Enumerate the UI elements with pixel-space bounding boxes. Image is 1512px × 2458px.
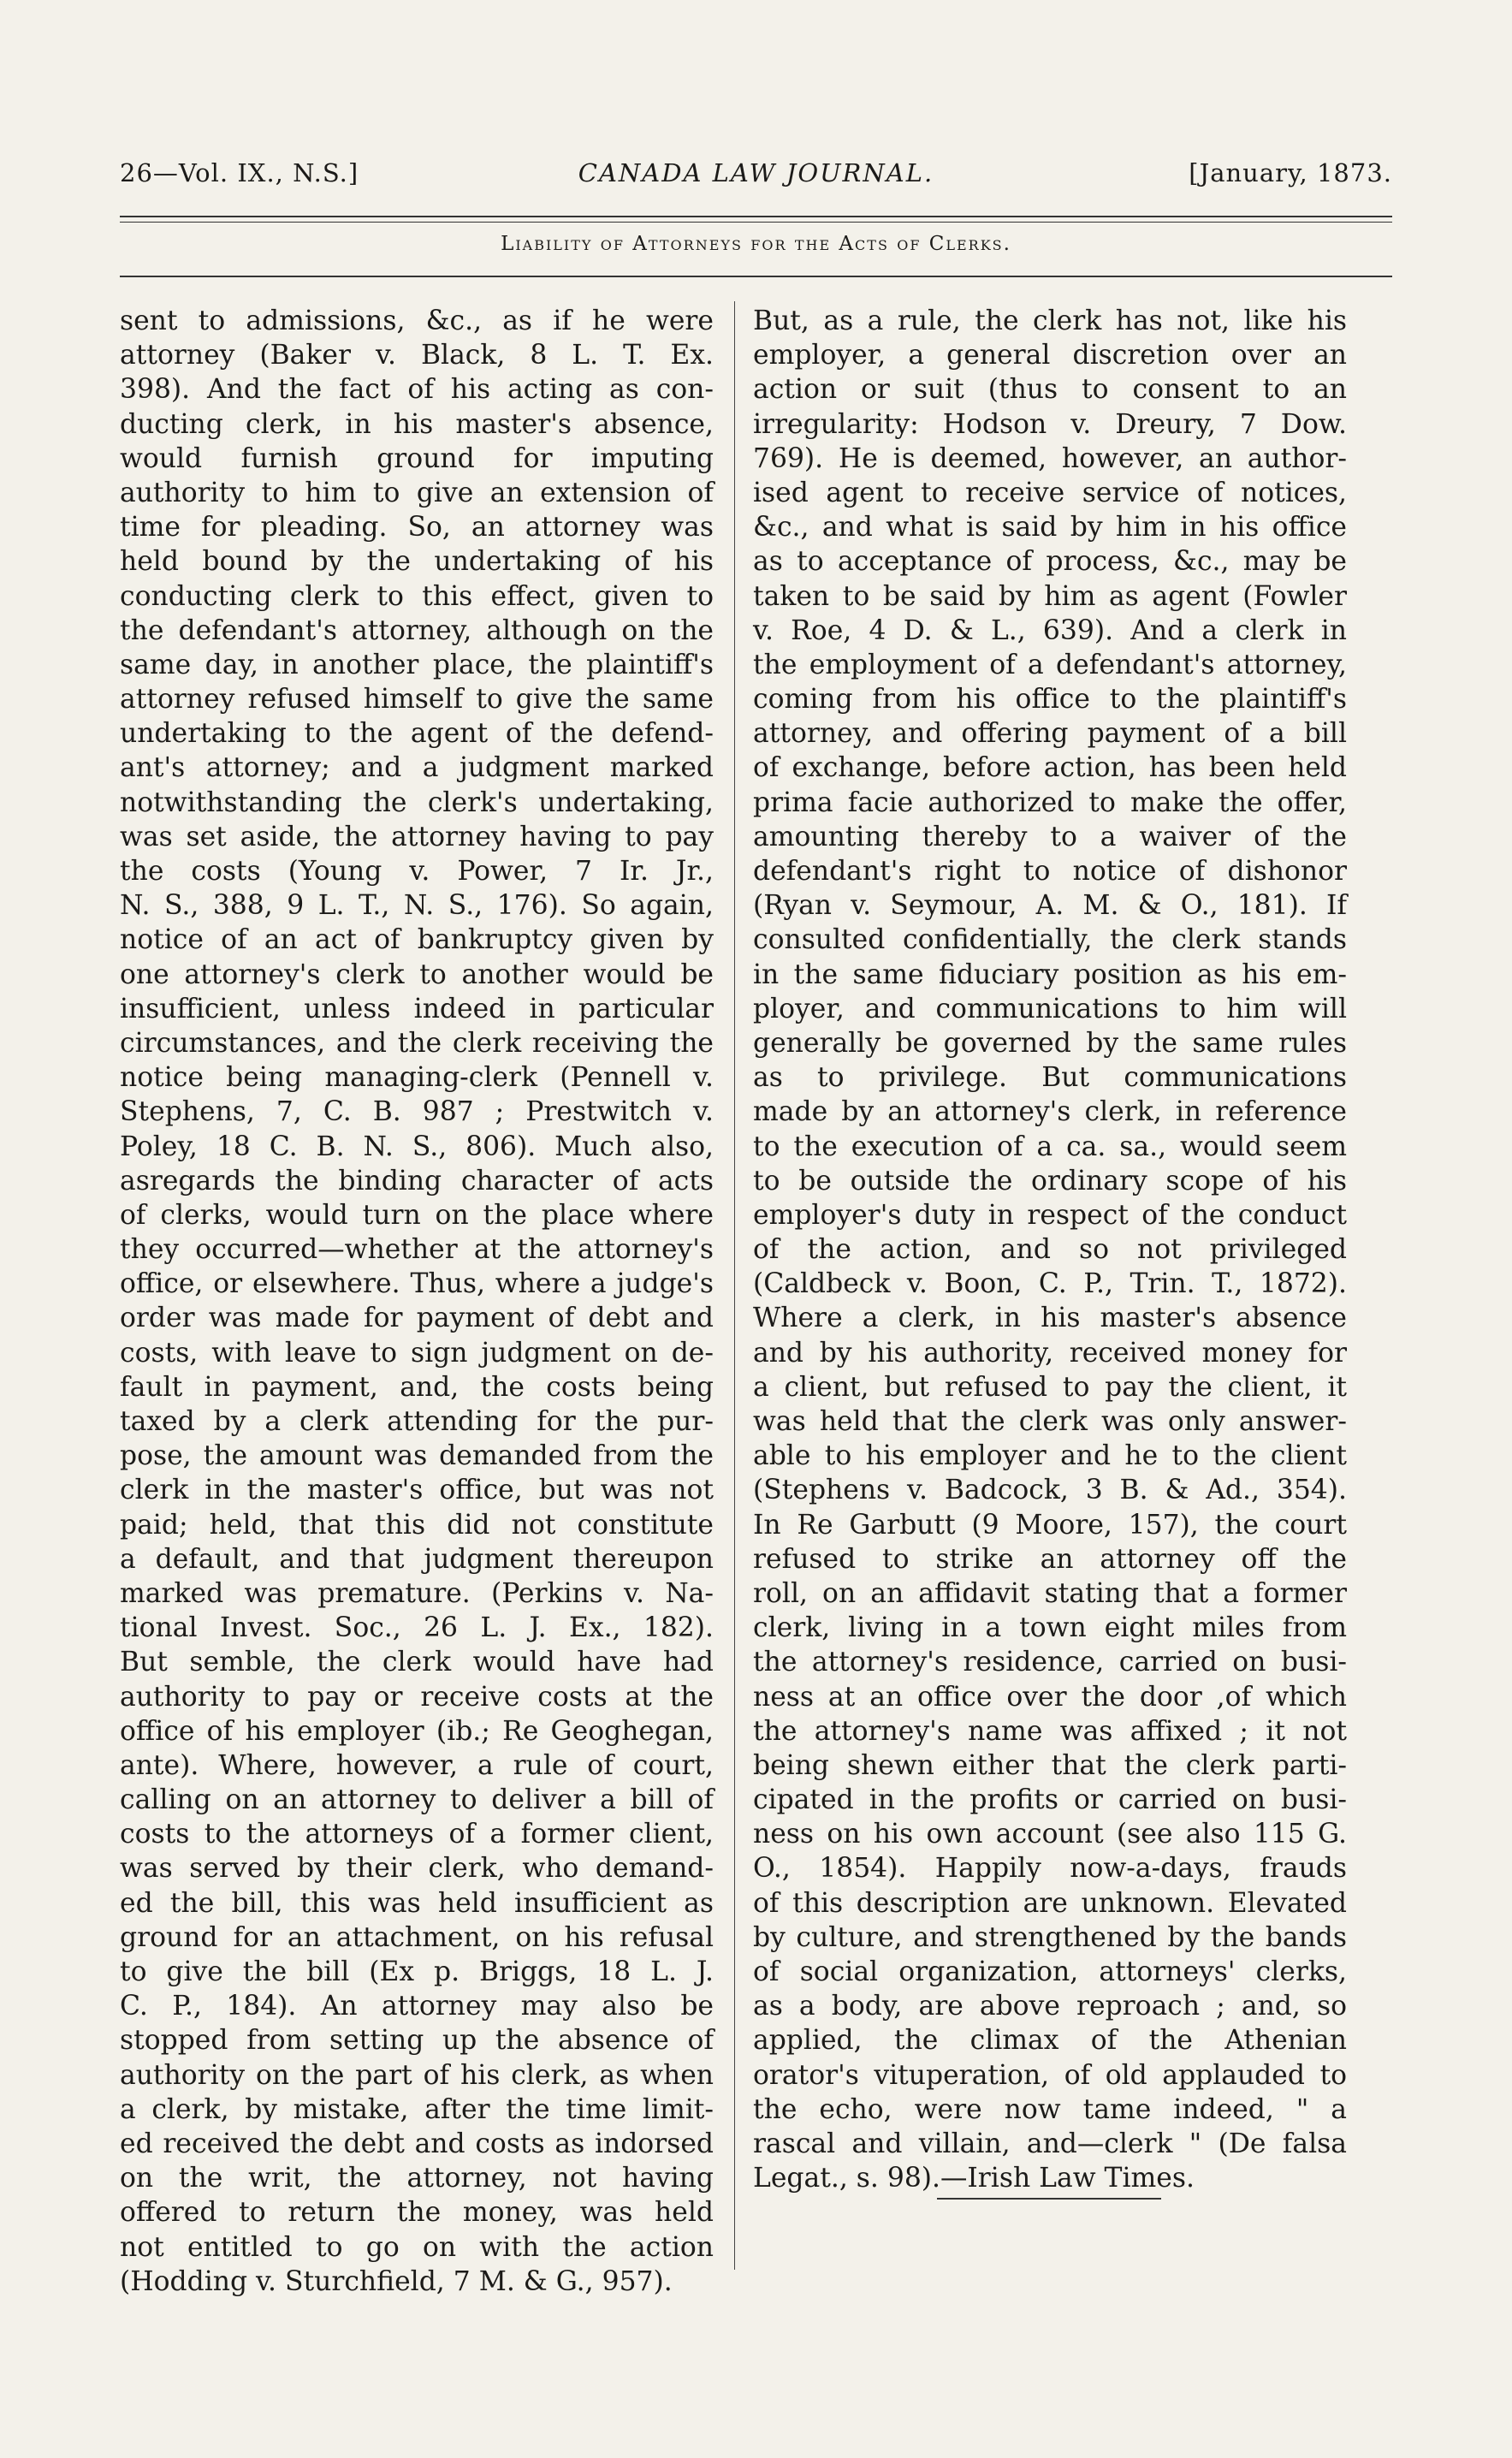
text-line: by culture, and strengthened by the bands [753, 1921, 1347, 1953]
text-line: ness at an office over the door ,of which [753, 1681, 1347, 1713]
text-line: amounting thereby to a waiver of the [753, 821, 1347, 852]
text-line: a default, and that judgment thereupon [120, 1543, 714, 1575]
text-line: circumstances, and the clerk receiving the [120, 1027, 714, 1059]
text-line: they occurred—whether at the attorney's [120, 1234, 714, 1266]
text-line: time for pleading. So, an attorney was [120, 512, 714, 543]
text-line: of social organization, attorneys' clerks, [753, 1956, 1347, 1987]
text-line: stopped from setting up the absence of [120, 2025, 714, 2057]
text-line: offered to return the money, was held [120, 2197, 714, 2229]
text-line: paid; held, that this did not constitute [120, 1509, 714, 1541]
text-line: ground for an attachment, on his refusal [120, 1921, 714, 1953]
text-line: ployer, and communications to him will [753, 993, 1347, 1024]
text-line: orator's vituperation, of old applauded to [753, 2059, 1347, 2091]
journal-title: CANADA LAW JOURNAL. [578, 158, 934, 187]
column-divider [734, 301, 735, 2270]
text-line: (Hodding v. Sturchfield, 7 M. & G., 957). [120, 2265, 673, 2297]
text-line: employer's duty in respect of the conduct [753, 1199, 1347, 1231]
text-line: clerk in the master's office, but was not [120, 1475, 714, 1506]
text-line: able to his employer and he to the client [753, 1440, 1347, 1472]
text-line: of the action, and so not privileged [753, 1234, 1347, 1266]
text-line: defendant's right to notice of dishonor [753, 856, 1347, 887]
text-line: to the execution of a ca. sa., would seem [753, 1131, 1347, 1162]
text-line: v. Roe, 4 D. & L., 639). And a clerk in [753, 614, 1347, 646]
text-line: the attorney's residence, carried on busi- [753, 1647, 1347, 1678]
text-line: authority on the part of his clerk, as when [120, 2059, 714, 2091]
text-line: ed the bill, this was held insufficient as [120, 1887, 714, 1919]
text-line: But, as a rule, the clerk has not, like his [753, 306, 1347, 336]
text-line: rascal and villain, and—clerk " (De falsa [753, 2128, 1347, 2159]
text-line: ed received the debt and costs as indorsed [120, 2128, 714, 2159]
text-line: a clerk, by mistake, after the time limit- [120, 2093, 714, 2125]
header-double-rule [120, 216, 1392, 223]
text-line: tional Invest. Soc., 26 L. J. Ex., 182). [120, 1612, 714, 1644]
text-line: attorney (Baker v. Black, 8 L. T. Ex. [120, 340, 714, 371]
text-line: as to acceptance of process, &c., may be [753, 546, 1347, 578]
text-line: a client, but refused to pay the client, it [753, 1371, 1347, 1403]
title-rule [120, 276, 1392, 277]
text-line: held bound by the undertaking of his [120, 546, 714, 578]
running-head [120, 150, 1392, 201]
text-line: office of his employer (ib.; Re Geoghegan, [120, 1715, 714, 1747]
text-line: on the writ, the attorney, not having [120, 2163, 714, 2194]
text-line: (Ryan v. Seymour, A. M. & O., 181). If [753, 890, 1347, 922]
text-line: being shewn either that the clerk parti- [753, 1749, 1347, 1781]
text-line: was set aside, the attorney having to pay [120, 821, 714, 852]
text-line: notwithstanding the clerk's undertaking, [120, 787, 714, 818]
text-line: taxed by a clerk attending for the pur- [120, 1406, 714, 1437]
text-line: asregards the binding character of acts [120, 1165, 714, 1196]
text-line: of this description are unknown. Elevated [753, 1887, 1347, 1919]
text-line: Stephens, 7, C. B. 987 ; Prestwitch v. [120, 1096, 714, 1128]
text-line: (Caldbeck v. Boon, C. P., Trin. T., 1872). [753, 1268, 1347, 1300]
text-line: Poley, 18 C. B. N. S., 806). Much also, [120, 1131, 714, 1162]
left-column [120, 304, 714, 2299]
text-line: would furnish ground for imputing [120, 442, 714, 474]
text-line: undertaking to the agent of the defend- [120, 718, 714, 750]
text-line: not entitled to go on with the action [120, 2231, 714, 2263]
text-line: applied, the climax of the Athenian [753, 2025, 1347, 2057]
text-line: costs, with leave to sign judgment on de- [120, 1337, 714, 1369]
text-line: to be outside the ordinary scope of his [753, 1165, 1347, 1196]
text-line: attorney refused himself to give the same [120, 684, 714, 715]
issue-date: [January, 1873. [1189, 158, 1392, 187]
page-number-volume: 26—Vol. IX., N.S.] [120, 158, 359, 187]
text-line: cipated in the profits or carried on busi- [753, 1784, 1347, 1816]
text-line: Legat., s. 98).—Irish Law Times. [753, 2163, 1195, 2194]
text-line: authority to pay or receive costs at the [120, 1681, 714, 1713]
text-line: in the same fiduciary position as his em- [753, 959, 1347, 990]
text-line: made by an attorney's clerk, in reference [753, 1096, 1347, 1128]
text-line: prima facie authorized to make the offer, [753, 787, 1347, 818]
text-line: authority to him to give an extension of [120, 477, 714, 508]
text-line: 398). And the fact of his acting as con- [120, 374, 714, 406]
section-title: Liability of Attorneys for the Acts of Clerks. [501, 233, 1011, 255]
text-line: office, or elsewhere. Thus, where a judge's [120, 1268, 714, 1300]
text-line: 769). He is deemed, however, an author- [753, 442, 1347, 474]
text-line: Where a clerk, in his master's absence [753, 1303, 1347, 1334]
text-line: refused to strike an attorney off the [753, 1543, 1347, 1575]
right-column [753, 304, 1347, 2195]
text-line: same day, in another place, the plaintiff's [120, 649, 714, 680]
text-line: was served by their clerk, who demand- [120, 1853, 714, 1885]
text-line: to give the bill (Ex p. Briggs, 18 L. J. [120, 1956, 714, 1987]
text-line: pose, the amount was demanded from the [120, 1440, 714, 1472]
article-end-rule [937, 2198, 1161, 2200]
text-line: O., 1854). Happily now-a-days, frauds [753, 1853, 1347, 1885]
text-line: of clerks, would turn on the place where [120, 1199, 714, 1231]
text-line: coming from his office to the plaintiff's [753, 684, 1347, 715]
text-line: taken to be said by him as agent (Fowler [753, 580, 1347, 612]
text-line: (Stephens v. Badcock, 3 B. & Ad., 354). [753, 1475, 1347, 1506]
text-line: C. P., 184). An attorney may also be [120, 1991, 714, 2022]
text-line: costs to the attorneys of a former client, [120, 1819, 714, 1850]
text-line: the costs (Young v. Power, 7 Ir. Jr., [120, 856, 714, 887]
text-line: N. S., 388, 9 L. T., N. S., 176). So again, [120, 890, 714, 922]
text-line: was held that the clerk was only answer- [753, 1406, 1347, 1437]
text-line: of exchange, before action, has been held [753, 752, 1347, 784]
text-line: the attorney's name was affixed ; it not [753, 1715, 1347, 1747]
text-line: ducting clerk, in his master's absence, [120, 408, 714, 440]
text-line: ant's attorney; and a judgment marked [120, 752, 714, 784]
text-line: as a body, are above reproach ; and, so [753, 1991, 1347, 2022]
text-line: action or suit (thus to consent to an [753, 374, 1347, 406]
text-line: generally be governed by the same rules [753, 1027, 1347, 1059]
text-line: But semble, the clerk would have had [120, 1647, 714, 1678]
text-line: the defendant's attorney, although on the [120, 614, 714, 646]
text-line: the echo, were now tame indeed, " a [753, 2093, 1347, 2125]
text-line: conducting clerk to this effect, given to [120, 580, 714, 612]
text-line: clerk, living in a town eight miles from [753, 1612, 1347, 1644]
text-line: irregularity: Hodson v. Dreury, 7 Dow. [753, 408, 1347, 440]
text-line: marked was premature. (Perkins v. Na- [120, 1577, 714, 1609]
text-line: one attorney's clerk to another would be [120, 959, 714, 990]
text-line: ness on his own account (see also 115 G. [753, 1819, 1347, 1850]
text-line: order was made for payment of debt and [120, 1303, 714, 1334]
text-line: the employment of a defendant's attorney, [753, 649, 1347, 680]
text-line: ante). Where, however, a rule of court, [120, 1749, 714, 1781]
text-line: as to privilege. But communications [753, 1062, 1347, 1094]
text-line: ised agent to receive service of notices, [753, 477, 1347, 508]
text-line: employer, a general discretion over an [753, 340, 1347, 371]
text-line: attorney, and offering payment of a bill [753, 718, 1347, 750]
text-line: &c., and what is said by him in his office [753, 512, 1347, 543]
text-line: consulted confidentially, the clerk stands [753, 924, 1347, 956]
text-line: sent to admissions, &c., as if he were [120, 306, 714, 336]
text-line: calling on an attorney to deliver a bill of [120, 1784, 714, 1816]
text-line: notice of an act of bankruptcy given by [120, 924, 714, 956]
text-line: fault in payment, and, the costs being [120, 1371, 714, 1403]
text-line: roll, on an affidavit stating that a former [753, 1577, 1347, 1609]
text-line: and by his authority, received money for [753, 1337, 1347, 1369]
text-line: insufficient, unless indeed in particular [120, 993, 714, 1024]
text-line: In Re Garbutt (9 Moore, 157), the court [753, 1509, 1347, 1541]
text-line: notice being managing-clerk (Pennell v. [120, 1062, 714, 1094]
